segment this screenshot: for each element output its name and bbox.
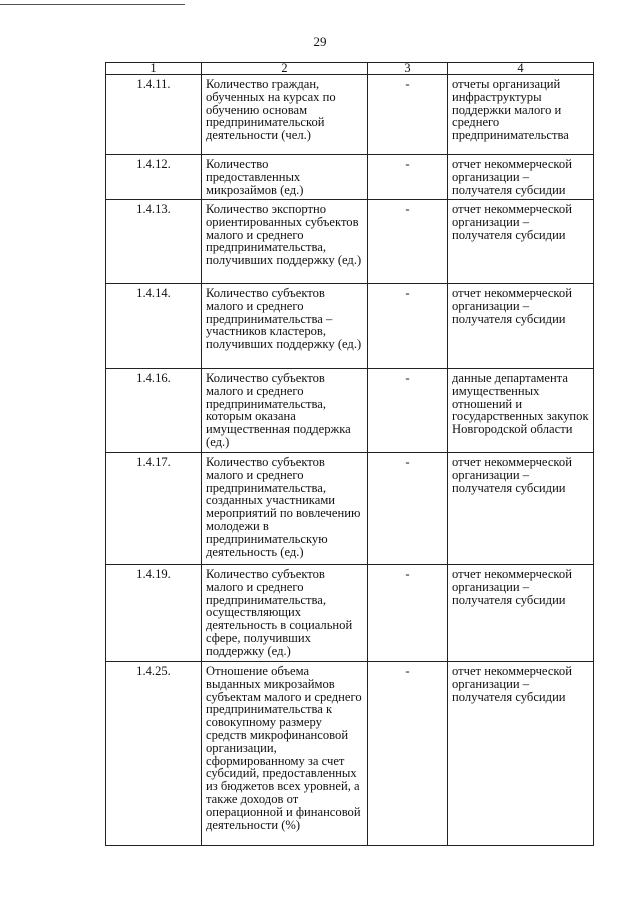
- indicator-name: Количество субъектов малого и среднего предпринимательства, созданных участниками мероприятий по вовлечению молодежи в предпринимательскую деятельность (ед.): [202, 453, 368, 565]
- row-number: 1.4.16.: [106, 369, 202, 453]
- table-row: [106, 284, 594, 369]
- data-source: отчеты организаций инфраструктуры поддержки малого и среднего предпринимательства: [448, 75, 594, 155]
- indicator-value: -: [368, 565, 448, 662]
- data-source: данные департамента имущественных отношений и государственных закупок Новгородской области: [448, 369, 594, 453]
- table-row: [106, 155, 594, 200]
- indicator-value: -: [368, 662, 448, 846]
- table-row: [106, 369, 594, 453]
- table-row: [106, 75, 594, 155]
- table-header-row: [106, 63, 594, 75]
- indicator-name: Количество субъектов малого и среднего предпринимательства – участников кластеров, получивших поддержку (ед.): [202, 284, 368, 369]
- indicator-name: Количество предоставленных микрозаймов (ед.): [202, 155, 368, 200]
- data-source: отчет некоммерческой организации – получателя субсидии: [448, 200, 594, 284]
- indicators-table: [105, 62, 594, 846]
- table-row: [106, 565, 594, 662]
- table-row: [106, 662, 594, 846]
- page-number: 29: [313, 34, 327, 49]
- row-number: 1.4.11.: [106, 75, 202, 155]
- indicator-name: Количество субъектов малого и среднего предпринимательства, которым оказана имущественная поддержка (ед.): [202, 369, 368, 453]
- indicator-name: Количество граждан, обученных на курсах по обучению основам предпринимательской деятельности (чел.): [202, 75, 368, 155]
- indicator-value: -: [368, 75, 448, 155]
- row-number: 1.4.13.: [106, 200, 202, 284]
- row-number: 1.4.14.: [106, 284, 202, 369]
- row-number: 1.4.25.: [106, 662, 202, 846]
- indicator-value: -: [368, 284, 448, 369]
- table-row: [106, 453, 594, 565]
- row-number: 1.4.17.: [106, 453, 202, 565]
- indicator-value: -: [368, 155, 448, 200]
- indicator-name: Количество экспортно ориентированных субъектов малого и среднего предпринимательства, получивших поддержку (ед.): [202, 200, 368, 284]
- data-source: отчет некоммерческой организации – получателя субсидии: [448, 662, 594, 846]
- header-cell-4: 4: [448, 63, 594, 75]
- header-cell-2: 2: [202, 63, 368, 75]
- row-number: 1.4.12.: [106, 155, 202, 200]
- indicator-name: Количество субъектов малого и среднего предпринимательства, осуществляющих деятельность в социальной сфере, получивших поддержку (ед.): [202, 565, 368, 662]
- header-cell-1: 1: [106, 63, 202, 75]
- indicator-value: -: [368, 453, 448, 565]
- table-row: [106, 200, 594, 284]
- data-source: отчет некоммерческой организации – получателя субсидии: [448, 284, 594, 369]
- row-number: 1.4.19.: [106, 565, 202, 662]
- data-source: отчет некоммерческой организации – получателя субсидии: [448, 565, 594, 662]
- header-cell-3: 3: [368, 63, 448, 75]
- indicator-value: -: [368, 369, 448, 453]
- indicator-value: -: [368, 200, 448, 284]
- indicator-name: Отношение объема выданных микрозаймов субъектам малого и среднего предпринимательства к совокупному размеру средств микрофинансовой организации, сформированному за счет субсидий, предоставленных из бюджетов всех уровней, а также доходов от операционной и финансовой деятельности (%): [202, 662, 368, 846]
- top-rule: [0, 4, 185, 5]
- data-source: отчет некоммерческой организации – получателя субсидии: [448, 155, 594, 200]
- data-source: отчет некоммерческой организации – получателя субсидии: [448, 453, 594, 565]
